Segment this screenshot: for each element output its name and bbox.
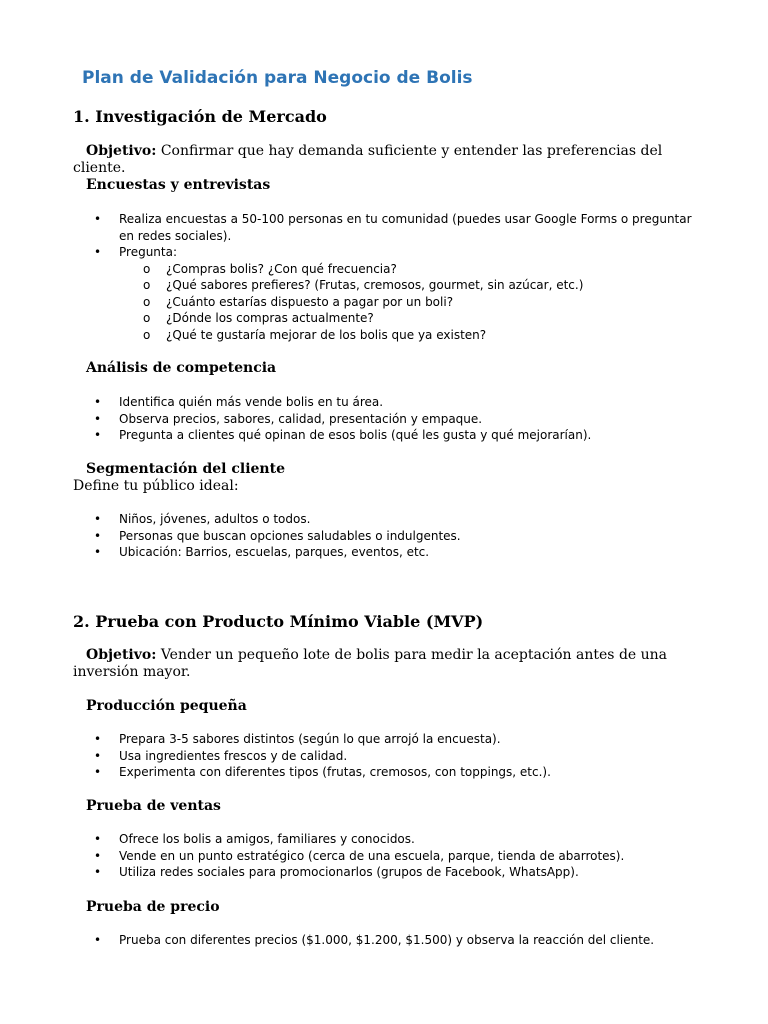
segmentation-heading [73, 461, 285, 477]
list-item: • Utiliza redes sociales para promocionarlos (grupos de Facebook, WhatsApp). [0, 864, 699, 881]
question-item: o ¿Qué sabores prefieres? (Frutas, cremosos, gourmet, sin azúcar, etc.) [119, 277, 699, 294]
list-item: • Ofrece los bolis a amigos, familiares y conocidos. [0, 831, 699, 848]
list-item: • Realiza encuestas a 50-100 personas en tu comunidad (puedes usar Google Forms o preguntar en redes sociales). [0, 211, 699, 244]
segmentation-intro: Define tu público ideal: [73, 478, 239, 494]
objective-label: Objetivo: [86, 647, 157, 663]
list-item: • Experimenta con diferentes tipos (frutas, cremosos, con toppings, etc.). [0, 764, 699, 781]
list-item-label: Pregunta: [119, 245, 178, 259]
surveys-heading [73, 177, 270, 193]
surveys-heading-label: Encuestas y entrevistas [86, 177, 271, 193]
price-list [0, 932, 699, 949]
list-item: • Identifica quién más vende bolis en tu área. [0, 394, 699, 411]
objective-label: Objetivo: [86, 143, 157, 159]
segmentation-list [0, 511, 699, 561]
section-1-objective [73, 143, 693, 177]
list-item: • Vende en un punto estratégico (cerca de una escuela, parque, tienda de abarrotes). [0, 848, 699, 865]
section-1-heading: 1. Investigación de Mercado [73, 107, 327, 126]
question-item: o ¿Dónde los compras actualmente? [119, 310, 699, 327]
list-item: • Prepara 3-5 sabores distintos (según lo que arrojó la encuesta). [0, 731, 699, 748]
objective-text: Confirmar que hay demanda suficiente y entender las preferencias del cliente. [73, 143, 663, 176]
surveys-list [0, 211, 699, 343]
sales-list [0, 831, 699, 881]
list-item: • Usa ingredientes frescos y de calidad. [0, 748, 699, 765]
production-heading-label: Producción pequeña [86, 698, 247, 714]
document-title: Plan de Validación para Negocio de Bolis [82, 68, 473, 88]
sales-heading-label: Prueba de ventas [86, 798, 221, 814]
segmentation-heading-label: Segmentación del cliente [86, 461, 285, 477]
section-2-objective [73, 647, 693, 681]
competition-heading [73, 360, 276, 376]
objective-text: Vender un pequeño lote de bolis para medir la aceptación antes de una inversión mayor. [73, 647, 668, 680]
competition-list [0, 394, 699, 444]
list-item [0, 244, 699, 343]
price-heading [73, 899, 220, 915]
sales-heading [73, 798, 221, 814]
production-heading [73, 698, 247, 714]
production-list [0, 731, 699, 781]
question-item: o ¿Qué te gustaría mejorar de los bolis que ya existen? [119, 327, 699, 344]
list-item: • Personas que buscan opciones saludables o indulgentes. [0, 528, 699, 545]
list-item: • Ubicación: Barrios, escuelas, parques, eventos, etc. [0, 544, 699, 561]
list-item: • Observa precios, sabores, calidad, presentación y empaque. [0, 411, 699, 428]
list-item: • Niños, jóvenes, adultos o todos. [0, 511, 699, 528]
competition-heading-label: Análisis de competencia [86, 360, 277, 376]
question-item: o ¿Cuánto estarías dispuesto a pagar por un boli? [119, 294, 699, 311]
list-item: • Pregunta a clientes qué opinan de esos bolis (qué les gusta y qué mejorarían). [0, 427, 699, 444]
list-item: • Prueba con diferentes precios ($1.000, $1.200, $1.500) y observa la reacción del cliente. [0, 932, 699, 949]
price-heading-label: Prueba de precio [86, 899, 220, 915]
section-2-heading: 2. Prueba con Producto Mínimo Viable (MVP) [73, 612, 484, 631]
questions-list [119, 261, 699, 344]
question-item: o ¿Compras bolis? ¿Con qué frecuencia? [119, 261, 699, 278]
